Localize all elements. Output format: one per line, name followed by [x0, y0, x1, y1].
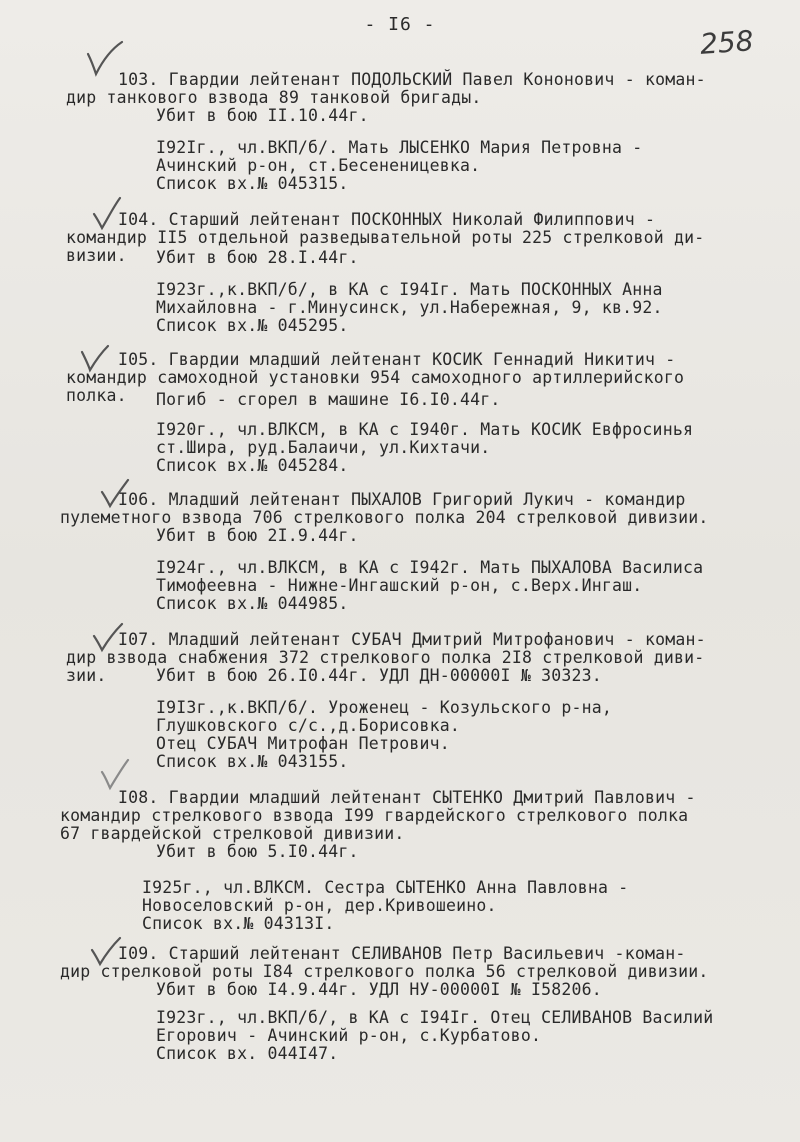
entry-line: Список вх.№ 045295. [156, 316, 349, 335]
entry-line: пулеметного взвода 706 стрелкового полка 204 стрелковой дивизии. [60, 508, 709, 527]
entry-line: I920г., чл.ВЛКСМ, в КА с I940г. Мать КОСИК Евфросинья [156, 420, 694, 439]
entry-line: Список вх.№ 044985. [156, 594, 349, 613]
entry-line: 67 гвардейской стрелковой дивизии. [60, 824, 405, 843]
entry-line: Убит в бою II.10.44г. [156, 106, 369, 125]
entry-line: I923г., чл.ВКП/б/, в КА с I94Iг. Отец СЕЛИВАНОВ Василий [156, 1008, 714, 1027]
entry-line: Погиб - сгорел в машине I6.I0.44г. [156, 390, 501, 409]
entry-line: Михайловна - г.Минусинск, ул.Набережная, 9, кв.92. [156, 298, 663, 317]
entry-line: дир стрелковой роты I84 стрелкового полка 56 стрелковой дивизии. [60, 962, 709, 981]
entry-line: командир стрелкового взвода I99 гвардейского стрелкового полка [60, 806, 689, 825]
entry-line: Новоселовский р-он, дер.Кривошеино. [142, 896, 497, 915]
entry-line: Список вх.№ 045284. [156, 456, 349, 475]
entry-line: Убит в бою 28.I.44г. [156, 248, 359, 267]
entry-line: I923г.,к.ВКП/б/, в КА с I94Iг. Мать ПОСКОННЫХ Анна [156, 280, 663, 299]
entry-line: I04. Старший лейтенант ПОСКОННЫХ Николай Филиппович - [118, 210, 656, 229]
entry-line: I92Iг., чл.ВКП/б/. Мать ЛЫСЕНКО Мария Петровна - [156, 138, 643, 157]
entry-line: I05. Гвардии младший лейтенант КОСИК Геннадий Никитич - [118, 350, 676, 369]
entry-line: зии. [66, 666, 107, 685]
entry-line: I07. Младший лейтенант СУБАЧ Дмитрий Митрофанович - коман- [118, 630, 706, 649]
entry-line: Егорович - Ачинский р-он, с.Курбатово. [156, 1026, 542, 1045]
entry-line: Тимофеевна - Нижне-Ингашский р-он, с.Верх.Ингаш. [156, 576, 643, 595]
entry-line: дир танкового взвода 89 танковой бригады. [66, 88, 482, 107]
entry-line: дир взвода снабжения 372 стрелкового полка 2I8 стрелковой диви- [66, 648, 705, 667]
entry-line: ст.Шира, руд.Балаичи, ул.Кихтачи. [156, 438, 491, 457]
handwritten-archive-number: 258 [698, 24, 755, 61]
entry-line: I06. Младший лейтенант ПЫХАЛОВ Григорий Лукич - командир [118, 490, 686, 509]
entry-line: Список вх.№ 045315. [156, 174, 349, 193]
entry-line: Ачинский р-он, ст.Бесененицевка. [156, 156, 481, 175]
entry-line: I09. Старший лейтенант СЕЛИВАНОВ Петр Васильевич -коман- [118, 944, 686, 963]
entry-line: 103. Гвардии лейтенант ПОДОЛЬСКИЙ Павел Кононович - коман- [118, 70, 706, 89]
entry-line: командир самоходной установки 954 самоходного артиллерийского [66, 368, 685, 387]
entry-line: Список вх.№ 04313I. [142, 914, 335, 933]
entry-line: Отец СУБАЧ Митрофан Петрович. [156, 734, 450, 753]
page-number: - I6 - [364, 14, 436, 35]
entry-line: полка. [66, 386, 127, 405]
entry-line: визии. [66, 246, 127, 265]
entry-line: Убит в бою 26.I0.44г. УДЛ ДН-00000I № 30323. [156, 666, 602, 685]
entry-line: Список вх. 044I47. [156, 1044, 339, 1063]
entry-line: Глушковского с/с.,д.Борисовка. [156, 716, 461, 735]
entry-line: I925г., чл.ВЛКСМ. Сестра СЫТЕНКО Анна Павловна - [142, 878, 629, 897]
entry-line: I9I3г.,к.ВКП/б/. Уроженец - Козульского р-на, [156, 698, 613, 717]
entry-line: Убит в бою I4.9.44г. УДЛ НУ-00000I № I58206. [156, 980, 602, 999]
entry-line: командир II5 отдельной разведывательной роты 225 стрелковой ди- [66, 228, 705, 247]
entry-line: Убит в бою 2I.9.44г. [156, 526, 359, 545]
entry-line: I924г., чл.ВЛКСМ, в КА с I942г. Мать ПЫХАЛОВА Василиса [156, 558, 704, 577]
entry-line: I08. Гвардии младший лейтенант СЫТЕНКО Дмитрий Павлович - [118, 788, 696, 807]
entry-line: Убит в бою 5.I0.44г. [156, 842, 359, 861]
entry-line: Список вх.№ 043155. [156, 752, 349, 771]
